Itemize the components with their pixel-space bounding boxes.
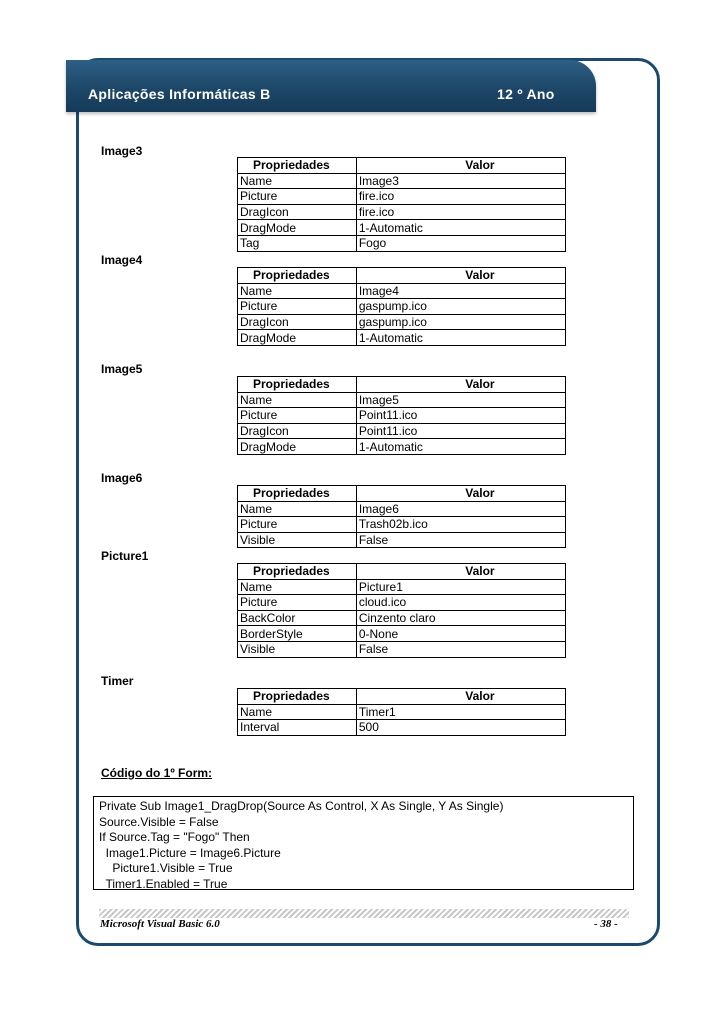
property-name: Name	[238, 173, 357, 189]
table-row	[238, 579, 566, 595]
table-row	[238, 235, 566, 251]
table-row	[238, 439, 566, 455]
property-value: Image5	[356, 392, 565, 408]
property-value: False	[356, 532, 565, 548]
table-row	[238, 641, 566, 657]
property-value: Image3	[356, 173, 565, 189]
properties-table	[237, 485, 566, 548]
section-label: Picture1	[101, 549, 149, 563]
table-row	[238, 626, 566, 642]
table-row	[238, 204, 566, 220]
property-name: DragIcon	[238, 314, 357, 330]
header-properties: Propriedades	[238, 486, 357, 502]
table-header-row	[238, 158, 566, 174]
property-name: BorderStyle	[238, 626, 357, 642]
table-header-row	[238, 377, 566, 393]
properties-table	[237, 157, 566, 252]
property-value: Fogo	[356, 235, 565, 251]
header-properties: Propriedades	[238, 268, 357, 284]
table-row	[238, 720, 566, 736]
property-value: False	[356, 641, 565, 657]
section-label: Image6	[101, 471, 143, 485]
property-name: DragMode	[238, 220, 357, 236]
header-properties: Propriedades	[238, 377, 357, 393]
header-title: Aplicações Informáticas B	[88, 86, 271, 102]
property-name: Picture	[238, 299, 357, 315]
table-row	[238, 392, 566, 408]
code-heading: Código do 1º Form:	[101, 766, 213, 780]
table-row	[238, 408, 566, 424]
property-value: Image6	[356, 501, 565, 517]
property-name: Visible	[238, 641, 357, 657]
property-value: Point11.ico	[356, 408, 565, 424]
section-label: Image4	[101, 253, 143, 267]
section-label: Timer	[101, 674, 134, 688]
property-name: DragMode	[238, 439, 357, 455]
header-value: Valor	[356, 268, 565, 284]
table-row	[238, 330, 566, 346]
table-row	[238, 595, 566, 611]
property-name: Picture	[238, 595, 357, 611]
property-name: BackColor	[238, 610, 357, 626]
header-value: Valor	[356, 564, 565, 580]
property-value: fire.ico	[356, 204, 565, 220]
property-name: Name	[238, 501, 357, 517]
footer-title: Microsoft Visual Basic 6.0	[100, 918, 220, 930]
code-line: If Source.Tag = "Fogo" Then	[99, 830, 250, 845]
table-row	[238, 189, 566, 205]
table-header-row	[238, 689, 566, 705]
table-row	[238, 299, 566, 315]
table-row	[238, 173, 566, 189]
header-properties: Propriedades	[238, 689, 357, 705]
table-header-row	[238, 564, 566, 580]
property-value: cloud.ico	[356, 595, 565, 611]
table-row	[238, 220, 566, 236]
property-name: DragMode	[238, 330, 357, 346]
property-value: Trash02b.ico	[356, 517, 565, 533]
code-line: Timer1.Enabled = True	[99, 876, 228, 891]
table-row	[238, 517, 566, 533]
table-row	[238, 423, 566, 439]
property-name: Name	[238, 283, 357, 299]
properties-table	[237, 267, 566, 346]
property-name: Picture	[238, 408, 357, 424]
property-value: Image4	[356, 283, 565, 299]
section-label: Image5	[101, 362, 143, 376]
property-value: 1-Automatic	[356, 330, 565, 346]
property-value: Picture1	[356, 579, 565, 595]
header-value: Valor	[356, 158, 565, 174]
property-name: DragIcon	[238, 423, 357, 439]
code-line: Image1.Picture = Image6.Picture	[99, 845, 281, 860]
property-value: gaspump.ico	[356, 299, 565, 315]
footer-rule	[99, 909, 629, 918]
property-value: Cinzento claro	[356, 610, 565, 626]
header-value: Valor	[356, 689, 565, 705]
properties-table	[237, 376, 566, 455]
property-value: 0-None	[356, 626, 565, 642]
header-year: 12 º Ano	[497, 86, 555, 102]
table-row	[238, 532, 566, 548]
property-name: DragIcon	[238, 204, 357, 220]
property-value: 1-Automatic	[356, 439, 565, 455]
property-value: 500	[356, 720, 565, 736]
property-name: Name	[238, 704, 357, 720]
property-name: Name	[238, 392, 357, 408]
page-number: - 38 -	[594, 918, 618, 930]
property-name: Visible	[238, 532, 357, 548]
section-label: Image3	[101, 144, 143, 158]
code-box	[93, 796, 634, 890]
header-value: Valor	[356, 486, 565, 502]
table-row	[238, 501, 566, 517]
code-line: Private Sub Image1_DragDrop(Source As Control, X As Single, Y As Single)	[99, 799, 504, 813]
property-value: Point11.ico	[356, 423, 565, 439]
header-properties: Propriedades	[238, 564, 357, 580]
property-name: Picture	[238, 517, 357, 533]
property-value: Timer1	[356, 704, 565, 720]
property-name: Name	[238, 579, 357, 595]
table-row	[238, 314, 566, 330]
table-header-row	[238, 268, 566, 284]
table-row	[238, 610, 566, 626]
code-line: Picture1.Visible = True	[99, 861, 233, 876]
table-row	[238, 283, 566, 299]
table-header-row	[238, 486, 566, 502]
properties-table	[237, 563, 566, 658]
property-value: fire.ico	[356, 189, 565, 205]
table-row	[238, 704, 566, 720]
property-value: gaspump.ico	[356, 314, 565, 330]
property-name: Tag	[238, 235, 357, 251]
header-properties: Propriedades	[238, 158, 357, 174]
properties-table	[237, 688, 566, 736]
property-name: Interval	[238, 720, 357, 736]
code-line: Source.Visible = False	[99, 814, 219, 829]
property-name: Picture	[238, 189, 357, 205]
property-value: 1-Automatic	[356, 220, 565, 236]
header-value: Valor	[356, 377, 565, 393]
